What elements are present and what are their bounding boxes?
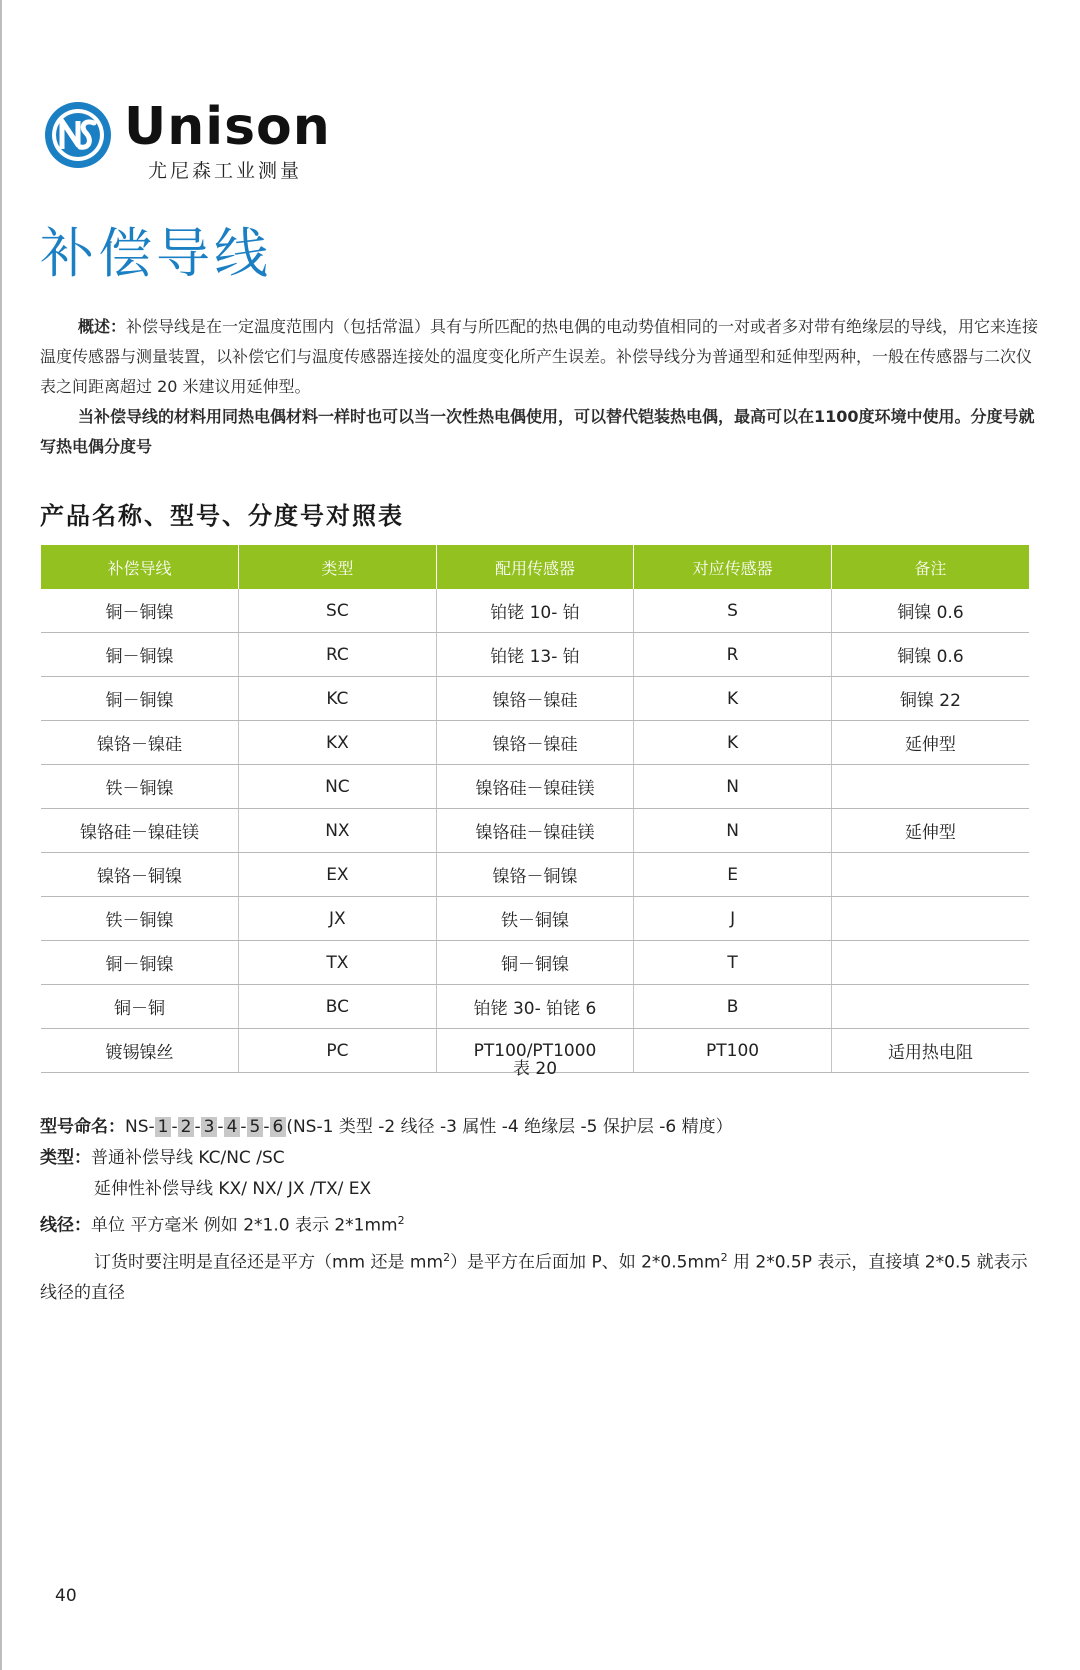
- table-cell: 铜－铜镍: [436, 941, 634, 985]
- table-cell: 铜－铜镍: [41, 589, 239, 633]
- overview-paragraph: [40, 312, 1040, 402]
- table-cell: 镍铬－铜镍: [436, 853, 634, 897]
- brand-subtitle: 尤尼森工业测量: [148, 160, 303, 182]
- page-number: 40: [55, 1586, 77, 1606]
- table-row: [41, 897, 1029, 941]
- table-row: [41, 853, 1029, 897]
- overview-label: 概述：: [78, 317, 127, 336]
- table-cell: T: [634, 941, 832, 985]
- table-cell: R: [634, 633, 832, 677]
- table-cell: 铜镍 22: [831, 677, 1029, 721]
- naming-box: 1: [155, 1117, 172, 1137]
- table-cell: KX: [239, 721, 437, 765]
- table-cell: 铁－铜镍: [41, 897, 239, 941]
- naming-box: 6: [270, 1117, 287, 1137]
- table-cell: 铜－铜镍: [41, 941, 239, 985]
- overview: [40, 312, 1040, 462]
- table-cell: 铜－铜镍: [41, 633, 239, 677]
- table-cell: J: [634, 897, 832, 941]
- brand-name: Unison: [124, 97, 331, 157]
- naming-box: 5: [247, 1117, 264, 1137]
- overview-note: 当补偿导线的材料用同热电偶材料一样时也可以当一次性热电偶使用，可以替代铠装热电偶，最高可以在1100度环境中使用。分度号就写热电偶分度号: [40, 407, 1035, 456]
- table-row: [41, 633, 1029, 677]
- table-cell: 铁－铜镍: [41, 765, 239, 809]
- table-cell: NX: [239, 809, 437, 853]
- table-cell: BC: [239, 985, 437, 1029]
- table-cell: [831, 765, 1029, 809]
- diameter-line1: 单位 平方毫米 例如 2*1.0 表示 2*1mm: [91, 1215, 398, 1236]
- table-cell: 铂铑 10- 铂: [436, 589, 634, 633]
- table-cell: K: [634, 721, 832, 765]
- naming-box: 3: [201, 1117, 218, 1137]
- table-cell: E: [634, 853, 832, 897]
- types-label: 类型：: [40, 1148, 91, 1168]
- spec-table: [41, 545, 1029, 1073]
- table-cell: N: [634, 765, 832, 809]
- table-cell: 铂铑 30- 铂铑 6: [436, 985, 634, 1029]
- unison-logo-mark: [44, 101, 112, 169]
- naming-line: 型号命名：NS- 1 - 2 - 3 - 4 - 5 - 6 (NS-1 类型 -2 线径 -3 属性 -4 绝缘层 -5 保护层 -6 精度）: [40, 1117, 733, 1137]
- table-header-cell: 类型: [239, 545, 437, 589]
- table-cell: 铜镍 0.6: [831, 633, 1029, 677]
- table-cell: [831, 985, 1029, 1029]
- table-row: [41, 721, 1029, 765]
- table-cell: [831, 897, 1029, 941]
- table-row: [41, 765, 1029, 809]
- table-cell: B: [634, 985, 832, 1029]
- table-cell: S: [634, 589, 832, 633]
- table-cell: 镀锡镍丝: [41, 1029, 239, 1073]
- table-cell: [831, 853, 1029, 897]
- table-header-row: [41, 545, 1029, 589]
- notes: [40, 1112, 1040, 1309]
- table-cell: 镍铬－镍硅: [436, 677, 634, 721]
- table-cell: K: [634, 677, 832, 721]
- table-cell: 铜－铜: [41, 985, 239, 1029]
- table-cell: 镍铬－铜镍: [41, 853, 239, 897]
- table-cell: 适用热电阻: [831, 1029, 1029, 1073]
- table-cell: 铂铑 13- 铂: [436, 633, 634, 677]
- naming-prefix: NS-: [125, 1117, 155, 1137]
- table-cell: 延伸型: [831, 721, 1029, 765]
- diameter-line: 线径：单位 平方毫米 例如 2*1.0 表示 $2*1mm^2$: [40, 1214, 405, 1236]
- naming-box: 4: [224, 1117, 241, 1137]
- table-cell: EX: [239, 853, 437, 897]
- table-header-cell: 补偿导线: [41, 545, 239, 589]
- table-cell: N: [634, 809, 832, 853]
- table-caption: 表 20: [512, 1059, 558, 1079]
- overview-text: 补偿导线是在一定温度范围内（包括常温）具有与所匹配的热电偶的电动势值相同的一对或者多对带有绝缘层的导线，用它来连接温度传感器与测量装置，以补偿它们与温度传感器连接处的温度变化所产生误差。补偿导线分为普通型和延伸型两种，一般在传感器与二次仪表之间距离超过 20 米建议用延伸型。: [40, 317, 1039, 396]
- table-cell: NC: [239, 765, 437, 809]
- diameter-order-note: 订货时要注明是直径还是平方（mm 还是 $mm^2$）是平方在后面加 P、如 $2*0.5mm^2$ 用 2*0.5P 表示，直接填 2*0.5 就表示线径的直径: [40, 1250, 1028, 1304]
- table-row: [41, 941, 1029, 985]
- table-row: [41, 809, 1029, 853]
- table-cell: 镍铬－镍硅: [436, 721, 634, 765]
- table-cell: SC: [239, 589, 437, 633]
- types-line1: 普通补偿导线 KC/NC /SC: [91, 1148, 285, 1168]
- page-title: 补偿导线: [40, 222, 272, 285]
- table-cell: 镍铬硅－镍硅镁: [436, 809, 634, 853]
- naming-box: 2: [178, 1117, 195, 1137]
- table-cell: JX: [239, 897, 437, 941]
- table-cell: PC: [239, 1029, 437, 1073]
- table-cell: TX: [239, 941, 437, 985]
- table-row: [41, 985, 1029, 1029]
- table-cell: PT100: [634, 1029, 832, 1073]
- unison-logo: [44, 95, 364, 185]
- table-header-cell: 备注: [831, 545, 1029, 589]
- diameter-label: 线径：: [40, 1215, 91, 1236]
- table-cell: 铁－铜镍: [436, 897, 634, 941]
- page-edge: [0, 0, 2, 1670]
- table-body: [41, 589, 1029, 1073]
- table-cell: [831, 941, 1029, 985]
- naming-explain: (NS-1 类型 -2 线径 -3 属性 -4 绝缘层 -5 保护层 -6 精度）: [286, 1117, 733, 1137]
- table-cell: 延伸型: [831, 809, 1029, 853]
- types-line: [40, 1143, 1040, 1174]
- table-row: [41, 589, 1029, 633]
- table-cell: 镍铬硅－镍硅镁: [436, 765, 634, 809]
- types-line2: 延伸性补偿导线 KX/ NX/ JX /TX/ EX: [94, 1179, 372, 1199]
- table-cell: PT100/PT1000: [436, 1029, 634, 1073]
- table-cell: 铜－铜镍: [41, 677, 239, 721]
- table-cell: 铜镍 0.6: [831, 589, 1029, 633]
- table-cell: 镍铬－镍硅: [41, 721, 239, 765]
- table-row: [41, 677, 1029, 721]
- table-header-cell: 对应传感器: [634, 545, 832, 589]
- table-title: 产品名称、型号、分度号对照表: [40, 502, 404, 530]
- table-cell: 镍铬硅－镍硅镁: [41, 809, 239, 853]
- naming-label: 型号命名：: [40, 1117, 125, 1137]
- table-cell: KC: [239, 677, 437, 721]
- table-header-cell: 配用传感器: [436, 545, 634, 589]
- table-cell: RC: [239, 633, 437, 677]
